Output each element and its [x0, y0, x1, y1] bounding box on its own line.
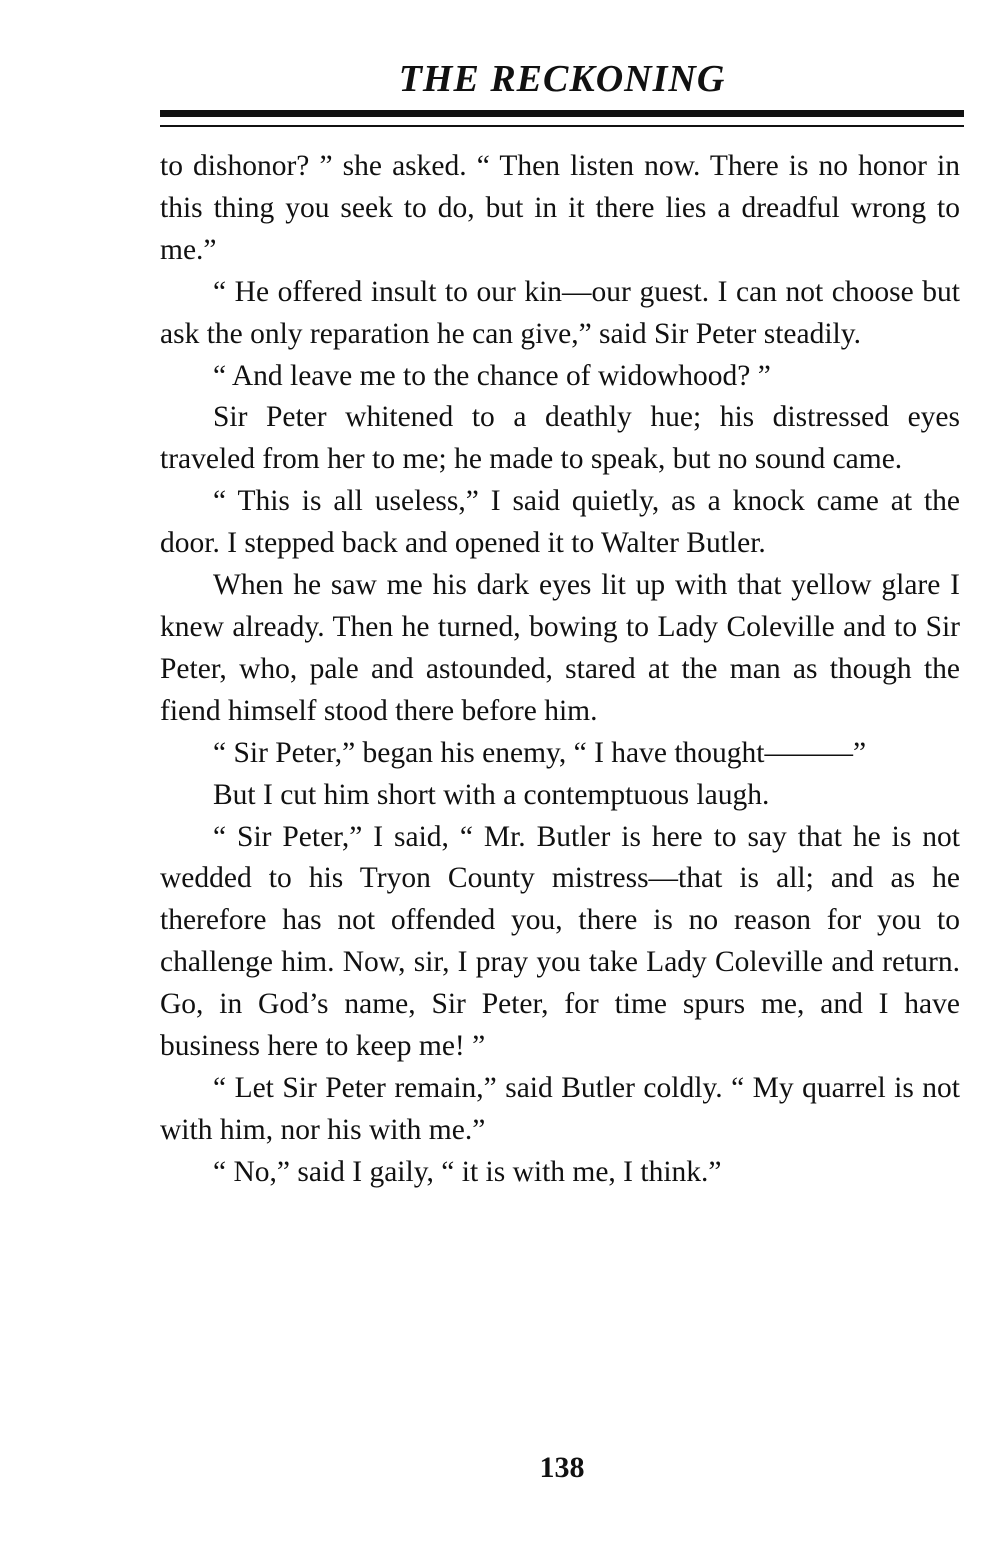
paragraph: When he saw me his dark eyes lit up with that yellow glare I knew already. Then he turned, bowing to Lady Coleville and to Sir Peter, who, pale and astounded, stared at the man as though the fiend himself stood there before him.: [160, 569, 960, 727]
page-number: 138: [539, 1451, 585, 1484]
paragraph: “ Sir Peter,” began his enemy, “ I have thought———”: [213, 736, 867, 769]
paragraph: to dishonor? ” she asked. “ Then listen now. There is no honor in this thing you seek to do, but in it there lies a dreadful wrong to me.”: [160, 150, 960, 266]
paragraph: But I cut him short with a contemptuous laugh.: [213, 778, 770, 811]
paragraph: “ Let Sir Peter remain,” said Butler coldly. “ My quarrel is not with him, nor his with me.”: [160, 1071, 960, 1146]
paragraph: Sir Peter whitened to a deathly hue; his distressed eyes traveled from her to me; he made to speak, but no sound came.: [160, 401, 960, 476]
paragraph: “ He offered insult to our kin—our guest. I can not choose but ask the only reparation he can give,” said Sir Peter steadily.: [160, 275, 960, 350]
paragraph: “ No,” said I gaily, “ it is with me, I think.”: [213, 1155, 722, 1188]
running-head-title: THE RECKONING: [398, 58, 726, 100]
header-rule-thick: [160, 110, 964, 117]
paragraph: “ This is all useless,” I said quietly, as a knock came at the door. I stepped back and opened it to Walter Butler.: [160, 485, 960, 560]
paragraph: “ And leave me to the chance of widowhood? ”: [213, 359, 771, 392]
body-text: [160, 146, 960, 1194]
header-rule-thin: [160, 125, 964, 127]
paragraph: “ Sir Peter,” I said, “ Mr. Butler is here to say that he is not wedded to his Tryon County mistress—that is all; and as he therefore has not offended you, there is no reason for you to challenge him. Now, sir, I pray you take Lady Coleville and return. Go, in God’s name, Sir Peter, for time spurs me, and I have business here to keep me! ”: [160, 820, 960, 1063]
